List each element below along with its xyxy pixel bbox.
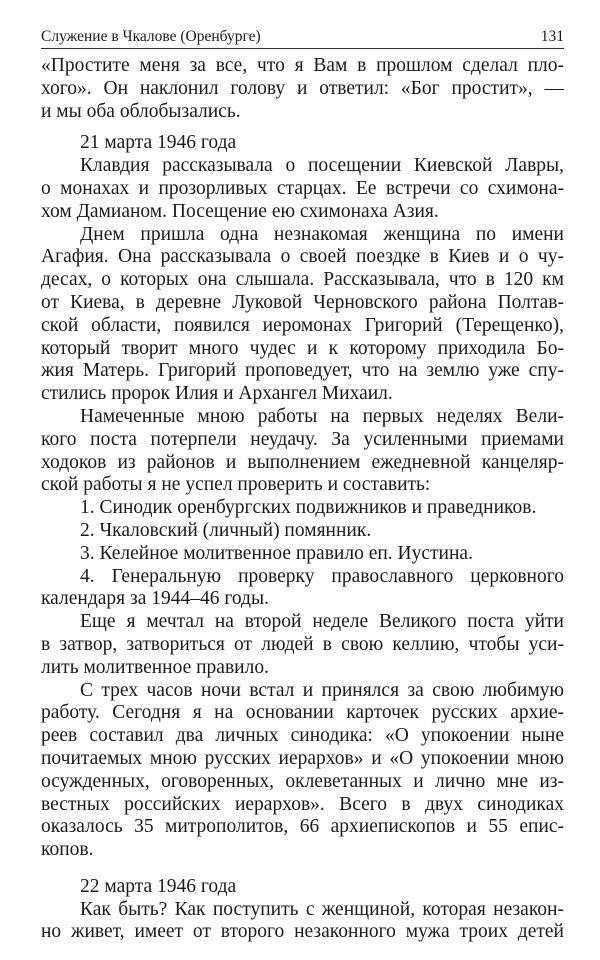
page-body — [41, 55, 564, 944]
text-line: о монахах и прозорливых старцах. Ее встречи со схимона- — [41, 177, 564, 199]
text-line: от Киева, в деревне Луковой Черновского района Полтав- — [41, 291, 564, 313]
diary-date-heading — [41, 132, 564, 155]
text-line: 3. Келейное молитвенное правило еп. Иустина. — [80, 542, 473, 564]
text-line: и мы оба облобызались. — [41, 100, 241, 122]
text-line: хом Дамианом. Посещение ею схимонаха Азия. — [41, 200, 439, 222]
text-line: осужденных, оговоренных, оклеветанных и лично мне из- — [41, 770, 564, 792]
text-line: Намеченные мною работы на первых неделях Вели- — [80, 405, 564, 427]
paragraph — [41, 155, 564, 223]
page-number: 131 — [540, 28, 564, 45]
text-line: кого поста потерпели неудачу. За усиленными приемами — [41, 428, 564, 450]
text-line: лить молитвенное правило. — [41, 656, 269, 678]
paragraph — [41, 520, 564, 543]
text-line: жия Матерь. Григорий проповедует, что на землю уже спу- — [41, 360, 564, 382]
text-line: 2. Чкаловский (личный) помянник. — [80, 519, 372, 541]
text-line: 1. Синодик оренбургских подвижников и праведников. — [80, 497, 537, 519]
paragraph — [41, 224, 564, 406]
text-line: стились пророк Илия и Архангел Михаил. — [41, 383, 393, 405]
text-line: С трех часов ночи встал и принялся за свою любимую — [80, 679, 564, 701]
text-line: но живет, имеет от второго незаконного мужа троих детей — [41, 921, 564, 943]
text-line: Днем пришла одна незнакомая женщина по имени — [80, 223, 564, 245]
text-line: 21 марта 1946 года — [80, 132, 237, 154]
running-header — [41, 20, 564, 46]
text-line: оказалось 35 митрополитов, 66 архиепископов и 55 епис- — [41, 816, 564, 838]
text-line: Как быть? Как поступить с женщиной, которая незакон- — [80, 898, 564, 920]
text-line: ской работы я не успел проверить и составить: — [41, 474, 431, 496]
text-line: хого». Он наклонил голову и ответил: «Бог простит», — — [41, 77, 564, 99]
text-line: 4. Генеральную проверку православного церковного — [80, 565, 564, 587]
text-line: Еще я мечтал на второй неделе Великого поста уйти — [80, 611, 564, 633]
text-line: вестных российских иерархов». Всего в двух синодиках — [41, 793, 564, 815]
paragraph — [41, 611, 564, 679]
text-line: 22 марта 1946 года — [80, 875, 237, 897]
text-line: ходоков из районов и выполнением ежедневной канцеляр- — [41, 451, 564, 473]
header-rule — [41, 48, 564, 49]
text-line: Агафия. Она рассказывала о своей поездке в Киев и о чу- — [41, 246, 564, 268]
text-line: который творит много чудес и к которому приходила Бо- — [41, 337, 564, 359]
paragraph — [41, 899, 564, 945]
paragraph — [41, 55, 564, 123]
text-line: реев составил два личных синодика: «О упокоении ныне — [41, 725, 564, 747]
text-line: работу. Сегодня я на основании карточек русских архие- — [41, 702, 564, 724]
paragraph — [41, 497, 564, 520]
paragraph — [41, 680, 564, 862]
paragraph — [41, 406, 564, 497]
text-line: почитаемых мною русских иерархов» и «О упокоении мною — [41, 747, 564, 769]
text-line: десах, о которых она слышала. Рассказывала, что в 120 км — [41, 269, 564, 291]
text-line: копов. — [41, 839, 94, 861]
text-line: в затвор, затвориться от людей в свою келлию, чтобы уси- — [41, 633, 564, 655]
diary-date-heading — [41, 876, 564, 899]
text-line: календаря за 1944–46 годы. — [41, 588, 269, 610]
paragraph — [41, 566, 564, 612]
running-title: Служение в Чкалове (Оренбурге) — [41, 28, 261, 45]
text-line: Клавдия рассказывала о посещении Киевской Лавры, — [80, 155, 564, 177]
text-line: ской области, появился иеромонах Григорий (Терещенко), — [41, 314, 564, 336]
paragraph — [41, 543, 564, 566]
text-line: «Простите меня за все, что я Вам в прошлом сделал пло- — [41, 55, 564, 76]
